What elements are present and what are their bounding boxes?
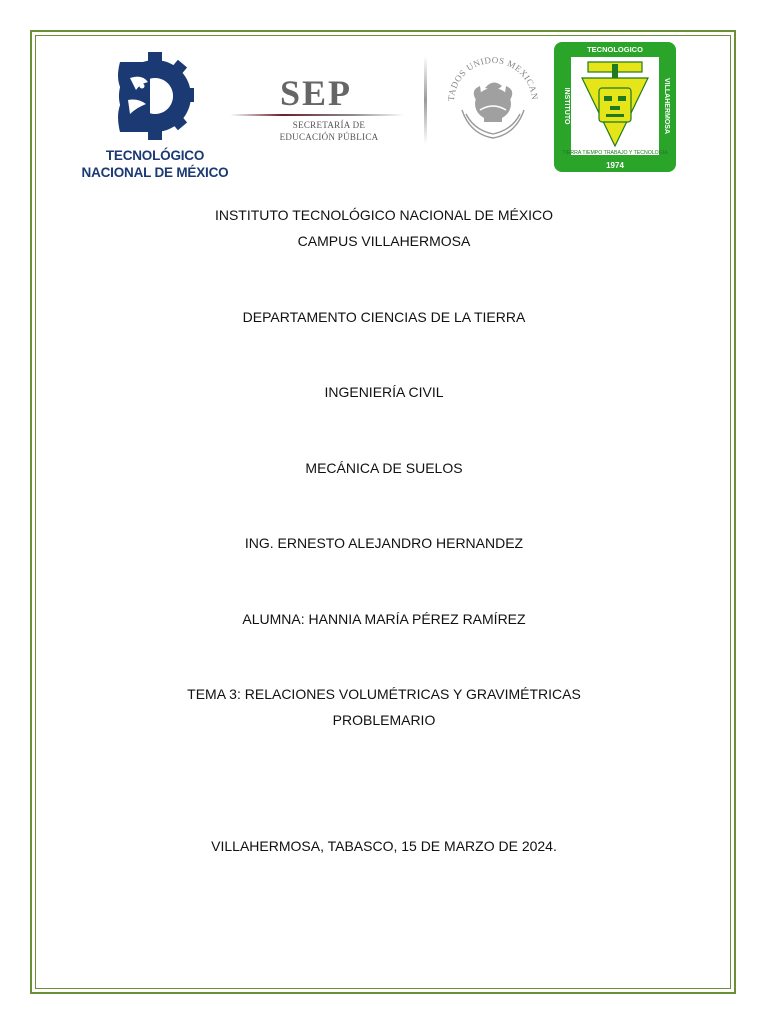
tecnm-gear-eagle-icon bbox=[80, 48, 230, 144]
sep-logo-sub1: SECRETARÍA DE bbox=[292, 120, 366, 130]
itv-motto-text: TIERRA TIEMPO TRABAJO Y TECNOLOGÍA bbox=[562, 150, 668, 156]
mexico-coat-of-arms bbox=[440, 50, 546, 146]
itv-top-text: TECNOLOGICO bbox=[587, 45, 643, 54]
tecnm-logo bbox=[80, 48, 230, 183]
logo-divider bbox=[424, 56, 427, 144]
tecnm-logo-line1: TECNOLÓGICO bbox=[105, 148, 205, 163]
itv-year-text: 1974 bbox=[606, 161, 624, 170]
itv-logo bbox=[554, 42, 676, 172]
tecnm-logo-line2: NACIONAL DE MÉXICO bbox=[81, 165, 229, 180]
sep-logo-title: SEP bbox=[280, 73, 353, 113]
itv-emblem-icon bbox=[554, 42, 676, 172]
sep-logo-rule bbox=[230, 114, 404, 116]
student-name: ALUMNA: HANNIA MARÍA PÉREZ RAMÍREZ bbox=[242, 611, 526, 627]
sep-logo bbox=[228, 72, 408, 144]
institution-name: INSTITUTO TECNOLÓGICO NACIONAL DE MÉXICO bbox=[214, 207, 554, 223]
coat-of-arms-text: TADOS UNIDOS MEXICAN bbox=[445, 54, 541, 102]
itv-left-text: INSTITUTO bbox=[563, 87, 570, 125]
teacher-name: ING. ERNESTO ALEJANDRO HERNANDEZ bbox=[244, 535, 524, 551]
work-type: PROBLEMARIO bbox=[332, 712, 436, 728]
topic-title: TEMA 3: RELACIONES VOLUMÉTRICAS Y GRAVIMÉTRICAS bbox=[187, 686, 581, 702]
sep-logo-sub2: EDUCACIÓN PÚBLICA bbox=[279, 132, 379, 142]
place-and-date: VILLAHERMOSA, TABASCO, 15 DE MARZO DE 2024. bbox=[211, 838, 557, 854]
department-name: DEPARTAMENTO CIENCIAS DE LA TIERRA bbox=[242, 309, 526, 325]
subject-name: MECÁNICA DE SUELOS bbox=[305, 460, 463, 476]
campus-name: CAMPUS VILLAHERMOSA bbox=[297, 233, 471, 249]
mexico-coat-of-arms-icon bbox=[440, 50, 546, 146]
career-name: INGENIERÍA CIVIL bbox=[324, 384, 444, 400]
itv-right-text: VILLAHERMOSA bbox=[663, 78, 670, 134]
